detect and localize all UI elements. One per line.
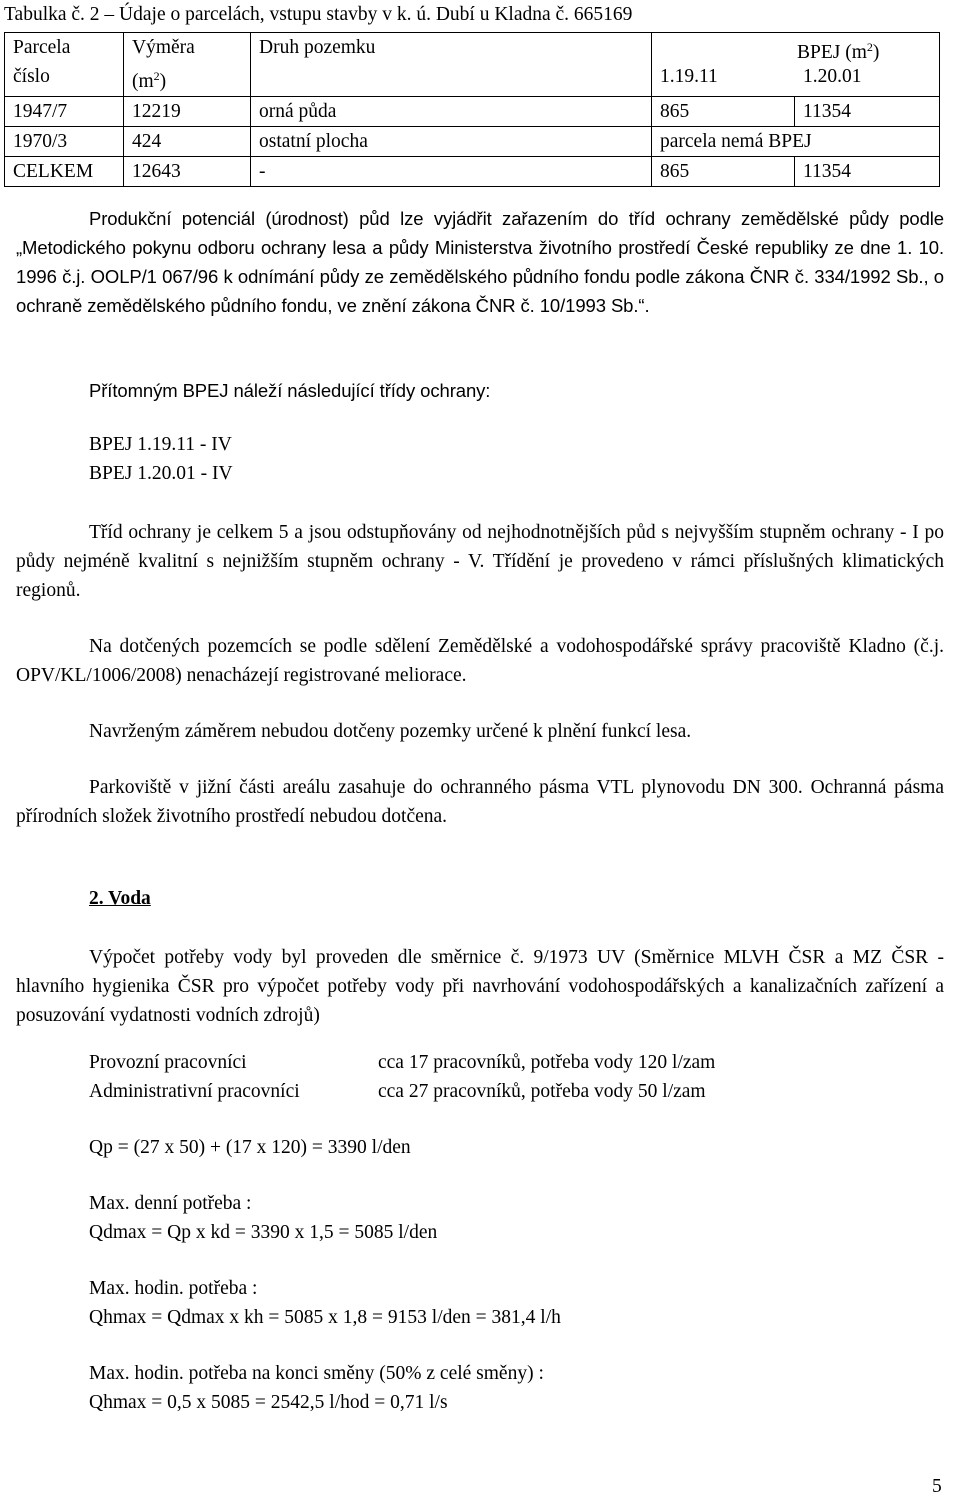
- paragraph-meliorations: Na dotčených pozemcích se podle sdělení Zemědělské a vodohospodářské správy pracoviště Kladno (č.j. OPV/KL/1006/2008) nenacházejí registrované meliorace.: [16, 636, 944, 686]
- header-bpej-post: ): [872, 42, 880, 63]
- section-heading-voda: 2. Voda: [89, 888, 151, 909]
- table-cell: 1947/7: [5, 97, 124, 127]
- table-cell: -: [251, 157, 652, 187]
- max-hour-label: Max. hodin. potřeba :: [89, 1278, 258, 1299]
- table-cell: 424: [124, 127, 251, 157]
- table-cell: ostatní plocha: [251, 127, 652, 157]
- header-bpej-codes: [652, 62, 939, 91]
- parcel-table: [4, 32, 940, 187]
- table-row: [5, 157, 940, 187]
- paragraph-water-calculation: Výpočet potřeby vody byl proveden dle směrnice č. 9/1973 UV (Směrnice MLVH ČSR a MZ ČSR - hlavního hygienika ČSR pro výpočet potřeby vody při navrhování vodohospodářských a kanalizačních zařízení a posuzování vydatnosti vodních zdrojů): [16, 947, 944, 1026]
- bpej-class-line: BPEJ 1.19.11 - IV: [89, 434, 232, 455]
- table-cell: 865: [652, 157, 795, 187]
- header-parcela-label: Parcela: [13, 37, 71, 58]
- worker-label: Provozní pracovníci: [89, 1052, 247, 1073]
- header-vymera-unit-pre: (m: [132, 71, 154, 92]
- table-cell: 11354: [795, 157, 940, 187]
- paragraph-protection-classes: Tříd ochrany je celkem 5 a jsou odstupňovány od nejhodnotnějších půd s nejvyšším stupněm ochrany - I po půdy nejméně kvalitní s nejnižším stupněm ochrany - V. Třídění je provedeno v rámci příslušných klimatických regionů.: [16, 522, 944, 601]
- formula-qhmax-shift: Qhmax = 0,5 x 5085 = 2542,5 l/hod = 0,71 l/s: [89, 1392, 448, 1413]
- max-shift-label: Max. hodin. potřeba na konci směny (50% z celé směny) :: [89, 1363, 544, 1384]
- table-cell: 12219: [124, 97, 251, 127]
- paragraph-bpej-classes: Přítomným BPEJ náleží následující třídy ochrany:: [89, 380, 491, 401]
- table-cell: CELKEM: [5, 157, 124, 187]
- formula-qhmax: Qhmax = Qdmax x kh = 5085 x 1,8 = 9153 l/den = 381,4 l/h: [89, 1307, 561, 1328]
- formula-qdmax: Qdmax = Qp x kd = 3390 x 1,5 = 5085 l/den: [89, 1222, 438, 1243]
- header-vymera-unit-post: ): [159, 71, 167, 92]
- worker-label: Administrativní pracovníci: [89, 1081, 300, 1102]
- header-bpej: [652, 33, 940, 97]
- header-bpej-title: [652, 33, 939, 62]
- table-cell: 12643: [124, 157, 251, 187]
- table-header-row: [5, 33, 940, 97]
- header-vymera: [124, 33, 251, 97]
- header-bpej-exp: 2: [866, 40, 873, 54]
- bpej-class-line: BPEJ 1.20.01 - IV: [89, 463, 233, 484]
- header-vymera-unit-exp: 2: [153, 69, 160, 83]
- header-bpej-code-2: 1.20.01: [803, 66, 862, 87]
- formula-qp: Qp = (27 x 50) + (17 x 120) = 3390 l/den: [89, 1137, 411, 1158]
- table-row: [5, 97, 940, 127]
- header-vymera-label: Výměra: [132, 37, 195, 58]
- table-row: [5, 127, 940, 157]
- table-caption: Tabulka č. 2 – Údaje o parcelách, vstupu stavby v k. ú. Dubí u Kladna č. 665169: [4, 4, 633, 25]
- page-number: 5: [932, 1476, 942, 1497]
- table-cell: 1970/3: [5, 127, 124, 157]
- worker-value: cca 17 pracovníků, potřeba vody 120 l/zam: [378, 1052, 716, 1073]
- table-cell: 865: [652, 97, 795, 127]
- header-bpej-pre: BPEJ (m: [797, 42, 867, 63]
- table-cell: parcela nemá BPEJ: [652, 127, 940, 157]
- worker-value: cca 27 pracovníků, potřeba vody 50 l/zam: [378, 1081, 706, 1102]
- paragraph-parking: Parkoviště v jižní části areálu zasahuje do ochranného pásma VTL plynovodu DN 300. Ochranná pásma přírodních složek životního prostředí nebudou dotčena.: [16, 777, 944, 827]
- paragraph-forest: Navrženým záměrem nebudou dotčeny pozemky určené k plnění funkcí lesa.: [89, 721, 692, 742]
- table-cell: orná půda: [251, 97, 652, 127]
- table-cell: 11354: [795, 97, 940, 127]
- header-cislo-label: číslo: [13, 66, 50, 87]
- paragraph-productive-potential: Produkční potenciál (úrodnost) půd lze vyjádřit zařazením do tříd ochrany zemědělské půdy podle „Metodického pokynu odboru ochrany lesa a půdy Ministerstva životního prostředí České republiky ze dne 1. 10. 1996 č.j. OOLP/1 067/96 k odnímání půdy ze zemědělského půdního fondu podle zákona ČNR č. 334/1992 Sb., o ochraně zemědělského půdního fondu, ve znění zákona ČNR č. 10/1993 Sb.“.: [16, 208, 944, 316]
- max-day-label: Max. denní potřeba :: [89, 1193, 252, 1214]
- header-parcela: [5, 33, 124, 97]
- header-bpej-code-1: 1.19.11: [660, 66, 718, 87]
- header-druh: Druh pozemku: [251, 33, 652, 97]
